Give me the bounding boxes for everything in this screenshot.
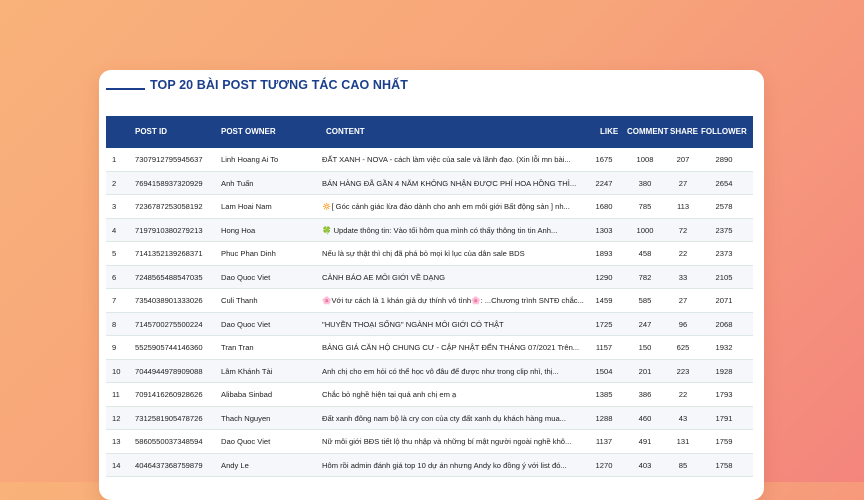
header-post-owner[interactable]: POST OWNER (221, 127, 276, 136)
post-id-cell: 7236787253058192 (135, 202, 203, 211)
post-id-cell: 7307912795945637 (135, 155, 203, 164)
content-cell: BẢNG GIÁ CĂN HỘ CHUNG CƯ - CẬP NHẬT ĐẾN THÁNG 07/2021 Trên... (322, 343, 580, 352)
row-index: 7 (112, 296, 117, 305)
content-cell: 🍀 Update thông tin: Vào tối hôm qua mình có thấy thông tin tin Anh... (322, 225, 558, 235)
row-index: 8 (112, 319, 117, 329)
content-cell: Hôm rồi admin đánh giá top 10 dự án nhưng Andy ko đồng ý với list đó... (322, 460, 567, 470)
table-row[interactable] (106, 407, 753, 431)
follower-cell: 1758 (715, 460, 733, 470)
share-cell: 625 (676, 343, 690, 352)
post-owner-cell: Hong Hoa (221, 225, 256, 235)
row-index: 9 (112, 343, 117, 352)
content-cell: BÁN HÀNG ĐÃ GẦN 4 NĂM KHÔNG NHẬN ĐƯỢC PHÍ HOA HỒNG THÌ... (322, 178, 577, 188)
share-cell: 85 (678, 460, 688, 470)
post-id-cell: 7141352139268371 (135, 249, 203, 258)
like-cell: 1504 (595, 366, 613, 376)
table-row[interactable] (106, 313, 753, 337)
follower-cell: 2375 (715, 225, 733, 235)
follower-cell: 1928 (715, 366, 733, 376)
post-owner-cell: Dao Quoc Viet (221, 272, 271, 282)
post-owner-cell: Dao Quoc Viet (221, 319, 271, 329)
post-owner-cell: Anh Tuấn (221, 178, 254, 188)
table-row[interactable] (106, 289, 753, 313)
follower-cell: 1791 (715, 413, 733, 423)
row-index: 2 (112, 178, 117, 188)
like-cell: 2247 (595, 178, 613, 188)
content-cell: Nếu là sự thật thì chị đã phá bỏ mọi kỉ lục của dân sale BDS (322, 249, 525, 258)
content-cell: ĐẤT XANH - NOVA - cách làm việc của sale và lãnh đạo. (Xin lỗi mn bài... (322, 155, 571, 164)
comment-cell: 585 (638, 296, 652, 305)
post-owner-cell: Thach Nguyen (221, 413, 271, 423)
comment-cell: 1000 (636, 225, 654, 235)
share-cell: 113 (676, 202, 690, 211)
post-id-cell: 7044944978909088 (135, 366, 203, 376)
share-cell: 22 (678, 390, 688, 399)
post-id-cell: 7248565488547035 (135, 272, 203, 282)
post-owner-cell: Phuc Phan Dinh (221, 249, 276, 258)
top-posts-card (99, 70, 764, 500)
post-id-cell: 7145700275500224 (135, 319, 203, 329)
share-cell: 72 (678, 225, 688, 235)
share-cell: 33 (678, 272, 688, 282)
table-row[interactable] (106, 219, 753, 243)
post-owner-cell: Dao Quoc Viet (221, 437, 271, 446)
post-id-cell: 7694158937320929 (135, 178, 203, 188)
title-accent-line (106, 88, 145, 90)
post-owner-cell: Alibaba Sinbad (221, 390, 273, 399)
share-cell: 27 (678, 178, 688, 188)
row-index: 6 (112, 272, 117, 282)
comment-cell: 150 (638, 343, 652, 352)
like-cell: 1290 (595, 272, 613, 282)
table-row[interactable] (106, 242, 753, 266)
like-cell: 1288 (595, 413, 613, 423)
post-owner-cell: Andy Le (221, 460, 249, 470)
row-index: 4 (112, 225, 117, 235)
comment-cell: 458 (638, 249, 652, 258)
post-owner-cell: Linh Hoang Ai To (221, 155, 279, 164)
share-cell: 22 (678, 249, 688, 258)
card-title: TOP 20 BÀI POST TƯƠNG TÁC CAO NHẤT (150, 78, 409, 92)
comment-cell: 201 (638, 366, 652, 376)
header-like[interactable]: LIKE (600, 127, 619, 136)
share-cell: 223 (676, 366, 690, 376)
table-row[interactable] (106, 360, 753, 384)
post-id-cell: 5860550037348594 (135, 437, 203, 446)
header-content[interactable]: CONTENT (326, 127, 365, 136)
like-cell: 1459 (595, 296, 613, 305)
content-cell: Nữ môi giới BĐS tiết lộ thu nhập và những bí mật người ngoài nghề khô... (322, 437, 572, 446)
post-owner-cell: Lâm Khánh Tài (221, 366, 273, 376)
content-cell: Anh chị cho em hỏi có thể học vô đâu để được như trong clip nhỉ, thị... (322, 366, 559, 376)
comment-cell: 1008 (636, 155, 654, 164)
comment-cell: 785 (638, 202, 652, 211)
table-row[interactable] (106, 172, 753, 196)
follower-cell: 2068 (715, 319, 733, 329)
follower-cell: 2578 (715, 202, 733, 211)
post-id-cell: 7091416260928626 (135, 390, 203, 399)
row-index: 12 (112, 413, 121, 423)
table-row[interactable] (106, 454, 753, 478)
comment-cell: 782 (638, 272, 652, 282)
like-cell: 1303 (595, 225, 613, 235)
content-cell: "HUYỀN THOẠI SỐNG" NGÀNH MÔI GIỚI CÓ THẬT (322, 319, 504, 329)
row-index: 1 (112, 155, 117, 164)
comment-cell: 491 (638, 437, 652, 446)
like-cell: 1385 (595, 390, 613, 399)
table-row[interactable] (106, 383, 753, 407)
table-header (106, 116, 753, 148)
follower-cell: 2654 (715, 178, 733, 188)
follower-cell: 2890 (715, 155, 733, 164)
follower-cell: 2105 (715, 272, 733, 282)
header-post-id[interactable]: POST ID (135, 127, 168, 136)
table-row[interactable] (106, 266, 753, 290)
share-cell: 43 (678, 413, 688, 423)
post-id-cell: 7197910380279213 (135, 225, 203, 235)
follower-cell: 1759 (715, 437, 733, 446)
content-cell: Chắc bỏ nghề hiện tại quá anh chị em ạ (322, 390, 457, 399)
post-id-cell: 7354038901333026 (135, 296, 203, 305)
post-owner-cell: Tran Tran (221, 343, 254, 352)
like-cell: 1680 (595, 202, 613, 211)
header-follower[interactable]: FOLLOWER (701, 127, 747, 136)
like-cell: 1893 (595, 249, 613, 258)
comment-cell: 380 (638, 178, 652, 188)
row-index: 5 (112, 249, 117, 258)
post-owner-cell: Lam Hoai Nam (221, 202, 272, 211)
content-cell: 🌸Với tư cách là 1 khán giả dự thính vô tình🌸: ...Chương trình SNTĐ chắc... (322, 296, 584, 305)
header-comment[interactable]: COMMENT (627, 127, 669, 136)
comment-cell: 460 (638, 413, 652, 423)
comment-cell: 386 (638, 390, 652, 399)
row-index: 13 (112, 437, 121, 446)
like-cell: 1675 (595, 155, 613, 164)
share-cell: 207 (676, 155, 690, 164)
follower-cell: 2373 (715, 249, 733, 258)
share-cell: 27 (678, 296, 688, 305)
row-index: 3 (112, 202, 117, 211)
row-index: 14 (112, 460, 121, 470)
comment-cell: 247 (638, 319, 652, 329)
content-cell: Đất xanh đông nam bộ là cry con của cty đất xanh dụ khách hàng mua... (322, 413, 566, 423)
table-body (106, 148, 753, 477)
like-cell: 1137 (595, 437, 613, 446)
post-id-cell: 7312581905478726 (135, 413, 203, 423)
table-row[interactable] (106, 195, 753, 219)
table-row[interactable] (106, 148, 753, 172)
share-cell: 131 (676, 437, 690, 446)
share-cell: 96 (678, 319, 688, 329)
follower-cell: 1793 (715, 390, 733, 399)
comment-cell: 403 (638, 460, 652, 470)
content-cell: CẢNH BÁO AE MÔI GIỚI VỀ DẠNG (322, 272, 445, 282)
post-owner-cell: Culi Thanh (221, 296, 258, 305)
content-cell: 🔅[ Góc cảnh giác lừa đảo dành cho anh em môi giới Bất động sản ] nh... (322, 202, 570, 211)
like-cell: 1157 (595, 343, 613, 352)
follower-cell: 2071 (715, 296, 733, 305)
row-index: 11 (112, 390, 120, 399)
table-row[interactable] (106, 430, 753, 454)
follower-cell: 1932 (715, 343, 733, 352)
table-row[interactable] (106, 336, 753, 360)
post-id-cell: 5525905744146360 (135, 343, 203, 352)
like-cell: 1270 (595, 460, 613, 470)
header-share[interactable]: SHARE (670, 127, 699, 136)
like-cell: 1725 (595, 319, 613, 329)
post-id-cell: 4046437368759879 (135, 460, 203, 470)
row-index: 10 (112, 366, 121, 376)
